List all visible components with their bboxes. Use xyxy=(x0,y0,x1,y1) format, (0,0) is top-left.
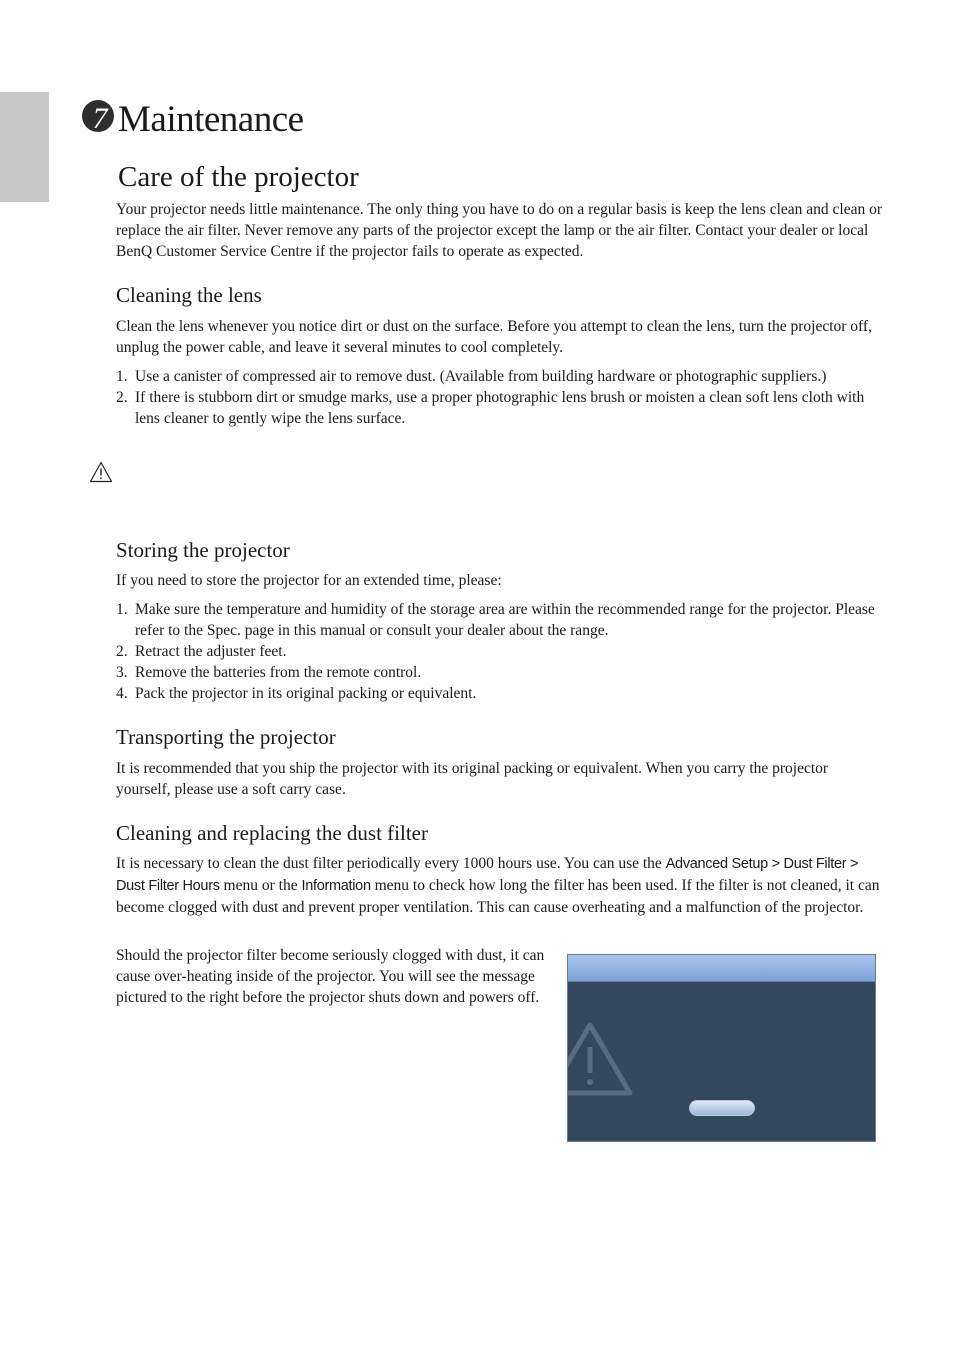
warning-triangle-icon xyxy=(89,461,113,483)
list-item-number: 2. xyxy=(116,643,128,660)
transporting-text: It is recommended that you ship the projector with its original packing or equivalent. When you carry the projector yourself, please use a soft carry case. xyxy=(116,760,829,798)
list-item-text: Remove the batteries from the remote control. xyxy=(135,664,422,681)
heading-storing: Storing the projector xyxy=(116,538,290,562)
heading-dust-filter: Cleaning and replacing the dust filter xyxy=(116,821,428,845)
care-intro: Your projector needs little maintenance. The only thing you have to do on a regular basis is keep the lens clean and clean or replace the air filter. Never remove any parts of the projector except the lamp or the air filter. Contact your dealer or local BenQ Customer Service Centre if the projector fails to operate as expected. xyxy=(116,201,883,260)
menu-path: Advanced Setup > Dust Filter > Dust Filter Hours xyxy=(116,856,859,894)
dust-filter-text xyxy=(116,853,886,918)
list-item xyxy=(116,366,886,387)
heading-cleaning-lens: Cleaning the lens xyxy=(116,283,262,307)
list-item xyxy=(116,641,886,662)
list-item-number: 1. xyxy=(116,601,128,618)
osd-warning-message xyxy=(567,954,876,1142)
chapter-title: Maintenance xyxy=(118,99,304,140)
list-item-text: Retract the adjuster feet. xyxy=(135,643,287,660)
list-item-text: Pack the projector in its original packing or equivalent. xyxy=(135,685,477,702)
cleaning-lens-intro: Clean the lens whenever you notice dirt or dust on the surface. Before you attempt to clean the lens, turn the projector off, unplug the power cable, and leave it several minutes to cool completely. xyxy=(116,318,872,356)
dust-filter-text-part: menu or the xyxy=(219,877,302,894)
section-heading-care: Care of the projector xyxy=(118,161,359,193)
storing-intro: If you need to store the projector for an extended time, please: xyxy=(116,572,502,589)
list-item-number: 4. xyxy=(116,685,128,702)
cleaning-lens-steps xyxy=(116,366,886,429)
list-item-text: If there is stubborn dirt or smudge marks, use a proper photographic lens brush or moisten a clean soft lens cloth with lens cleaner to gently wipe the lens surface. xyxy=(135,389,865,427)
list-item xyxy=(116,683,886,704)
storing-steps xyxy=(116,599,886,704)
list-item-number: 2. xyxy=(116,389,128,406)
list-item xyxy=(116,662,886,683)
dust-filter-text-part: It is necessary to clean the dust filter periodically every 1000 hours use. You can use the xyxy=(116,855,666,872)
osd-ok-button[interactable] xyxy=(689,1100,755,1116)
list-item-number: 1. xyxy=(116,368,128,385)
menu-information: Information xyxy=(301,878,371,894)
list-item-text: Use a canister of compressed air to remove dust. (Available from building hardware or photographic suppliers.) xyxy=(135,368,827,385)
list-item-text: Make sure the temperature and humidity of the storage area are within the recommended range for the projector. Please refer to the Spec. page in this manual or consult your dealer about the range. xyxy=(135,601,875,639)
osd-title-bar xyxy=(568,955,875,982)
heading-transporting: Transporting the projector xyxy=(116,725,336,749)
chapter-number-icon xyxy=(81,99,115,133)
list-item xyxy=(116,387,886,429)
list-item-number: 3. xyxy=(116,664,128,681)
warning-triangle-icon xyxy=(568,1021,634,1097)
svg-text:7: 7 xyxy=(92,102,108,133)
list-item xyxy=(116,599,886,641)
dust-filter-text-part: menu to check how long the filter has been used. If the filter is not cleaned, it can become clogged with dust and prevent proper ventilation. This can cause overheating and a malfunction of the projector. xyxy=(116,877,880,916)
dust-filter-warning-text: Should the projector filter become seriously clogged with dust, it can cause over-heating inside of the projector. You will see the message pictured to the right before the projector shuts down and powers off. xyxy=(116,947,545,1006)
side-tab-marker xyxy=(0,92,49,202)
